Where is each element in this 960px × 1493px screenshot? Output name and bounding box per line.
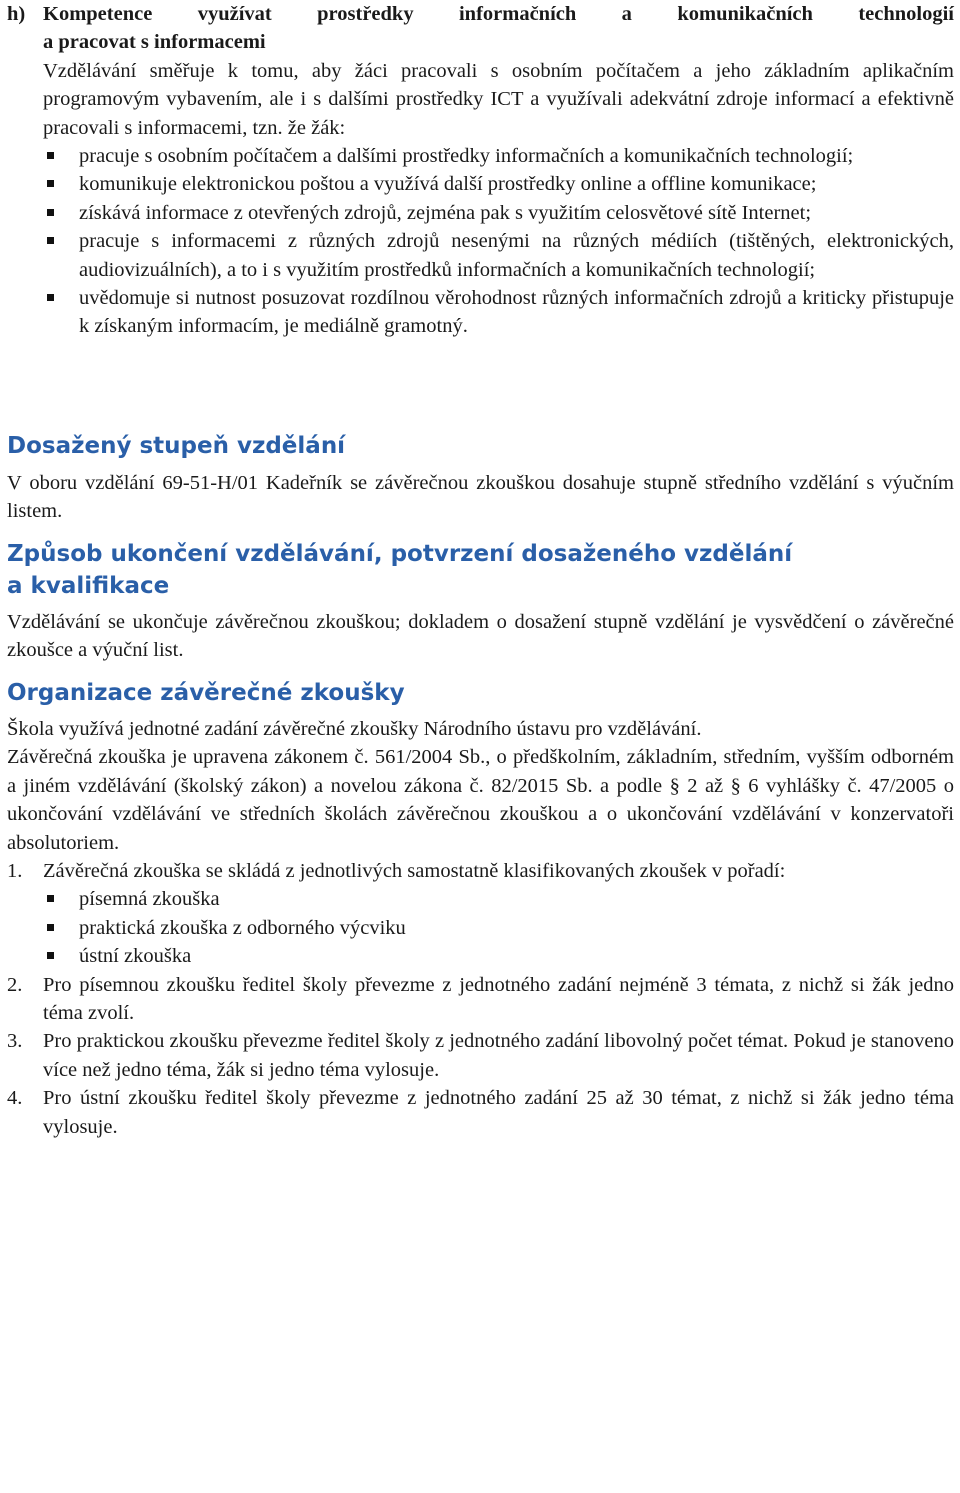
- square-bullet-icon: [47, 952, 54, 959]
- list-item: [43, 284, 954, 341]
- heading-dosazeny-stupen: Dosažený stupeň vzdělání: [7, 433, 346, 459]
- organizace-line1: Škola využívá jednotné zadání závěrečné zkoušky Národního ústavu pro vzdělávání.: [7, 718, 702, 740]
- list-item: [43, 885, 954, 913]
- square-bullet-icon: [47, 294, 54, 301]
- item-number: 4.: [7, 1087, 23, 1110]
- square-bullet-icon: [47, 152, 54, 159]
- numbered-list: [7, 857, 954, 1141]
- list-item: [43, 142, 954, 170]
- heading-line1: Způsob ukončení vzdělávání, potvrzení dosaženého vzdělání: [7, 541, 793, 567]
- square-bullet-icon: [47, 209, 54, 216]
- item-text: Pro ústní zkoušku ředitel školy převezme z jednotného zadání 25 až 30 témat, z nichž si žák jedno téma vylosuje.: [43, 1087, 954, 1138]
- section-title-line1: Kompetence využívat prostředky informačních a komunikačních technologií: [43, 3, 954, 25]
- square-bullet-icon: [47, 180, 54, 187]
- list-item: [43, 942, 954, 970]
- list-item-text: uvědomuje si nutnost posuzovat rozdílnou věrohodnost různých informačních zdrojů a kriticky přistupuje k získaným informacím, je mediálně gramotný.: [79, 287, 954, 338]
- square-bullet-icon: [47, 895, 54, 902]
- exam-parts-list: [43, 885, 954, 970]
- zpusob-text: Vzdělávání se ukončuje závěrečnou zkouškou; dokladem o dosažení stupně vzdělání je vysvědčení o závěrečné zkoušce a výuční list.: [7, 611, 954, 662]
- section-letter: h): [7, 3, 26, 25]
- item-text: Pro písemnou zkoušku ředitel školy převezme z jednotného zadání nejméně 3 témata, z nichž si žák jedno téma zvolí.: [43, 973, 954, 1025]
- square-bullet-icon: [47, 924, 54, 931]
- heading-organizace: Organizace závěrečné zkoušky: [7, 680, 405, 706]
- list-item: [43, 914, 954, 942]
- numbered-item: [7, 1084, 954, 1141]
- section-title-line2: a pracovat s informacemi: [43, 31, 266, 54]
- numbered-item: [7, 1027, 954, 1084]
- item-number: 3.: [7, 1030, 23, 1053]
- section-intro: Vzdělávání směřuje k tomu, aby žáci pracovali s osobním počítačem a jeho základním aplikačním programovým vybavením, ale i s dalšími prostředky ICT a využívali adekvátní zdroje informací a efektivně pracovali s informacemi, tzn. že žák:: [43, 59, 954, 139]
- list-item-text: písemná zkouška: [79, 888, 220, 911]
- item-number: 2.: [7, 973, 23, 996]
- list-item-text: získává informace z otevřených zdrojů, zejména pak s využitím celosvětové sítě Internet;: [79, 201, 812, 224]
- section-h-heading: [7, 0, 954, 28]
- list-item-text: praktická zkouška z odborného výcviku: [79, 916, 406, 939]
- list-item-text: komunikuje elektronickou poštou a využívá další prostředky online a offline komunikace;: [79, 173, 817, 196]
- item-number: 1.: [7, 860, 23, 883]
- heading-line2: a kvalifikace: [7, 573, 170, 599]
- list-item: [43, 170, 954, 198]
- list-item: [43, 199, 954, 227]
- list-item-text: ústní zkouška: [79, 945, 192, 968]
- numbered-item: [7, 971, 954, 1028]
- item-text: Závěrečná zkouška se skládá z jednotlivých samostatně klasifikovaných zkoušek v pořadí:: [43, 860, 786, 883]
- item-text: Pro praktickou zkoušku převezme ředitel školy z jednotného zadání libovolný počet témat. Pokud je stanoveno více než jedno téma, žák si jedno téma vylosuje.: [43, 1030, 954, 1081]
- numbered-item: [7, 857, 954, 971]
- list-item: [43, 227, 954, 284]
- dosazeny-text: V oboru vzdělání 69-51-H/01 Kadeřník se závěrečnou zkouškou dosahuje stupně středního vzdělání s výučním listem.: [7, 472, 954, 523]
- organizace-para2: Závěrečná zkouška je upravena zákonem č. 561/2004 Sb., o předškolním, základním, středním, vyšším odborném a jiném vzdělávání (školský zákon) a novelou zákona č. 82/2015 Sb. a podle § 2 až § 6 vyhlášky č. 47/2005 o ukončování vzdělávání ve středních školách závěrečnou zkouškou a o ukončování vzdělávání v konzervatoři absolutoriem.: [7, 746, 954, 854]
- list-item-text: pracuje s informacemi z různých zdrojů nesenými na různých médiích (tištěných, elektronických, audiovizuálních), a to i s využitím prostředků informačních a komunikačních technologií;: [79, 230, 954, 281]
- heading-zpusob-ukonceni: [7, 538, 792, 602]
- organizace-content: [7, 715, 954, 1141]
- square-bullet-icon: [47, 237, 54, 244]
- competence-list: [43, 142, 954, 341]
- list-item-text: pracuje s osobním počítačem a dalšími prostředky informačních a komunikačních technologií;: [79, 145, 854, 168]
- section-h: [7, 0, 954, 341]
